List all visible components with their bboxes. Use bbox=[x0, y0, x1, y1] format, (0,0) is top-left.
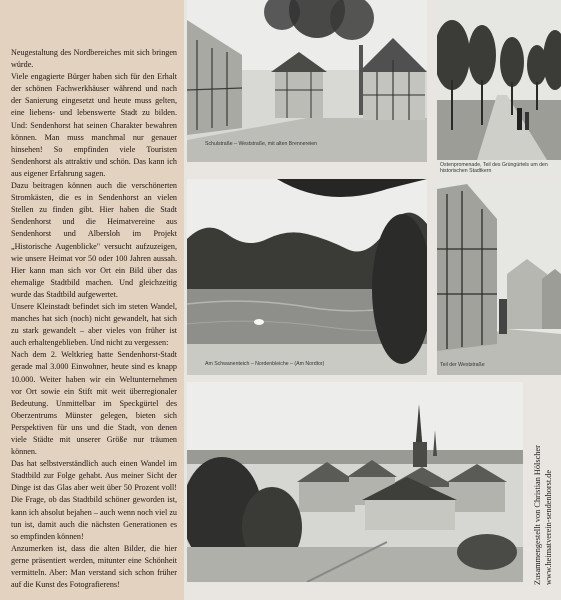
paragraph: Anzumerken ist, dass die alten Bilder, die hier gerne präsentiert werden, mitunter eine Schönheit vermitteln. Aber: Man verstand sich schon früher auf die Kunst des Fotografierens! bbox=[11, 543, 177, 590]
photo-weststrasse bbox=[437, 179, 561, 375]
paragraph: Das hat selbstverständlich auch einen Wandel im Stadtbild zur Folge gehabt. Aus meiner Sicht der Dinge ist das Glas aber weit über 50 Prozent voll! Die Frage, ob das Stadtbild schöner geworden ist, kann ich absolut bejahen – auch wenn noch viel zu tun ist, damit auch die nächsten Generationen es so empfinden können! bbox=[11, 459, 177, 541]
paragraph: Nach dem 2. Weltkrieg hatte Sendenhorst-Stadt gerade mal 3.000 Einwohner, heute sind es knapp 10.000. Weiter haben wir ein Weltunternehmen vor Ort sowie ein Stift mit weit überregionaler Bedeutung. Unmittelbar im Speckgürtel des Oberzentrums Münster gelegen, bieten sich Perspektiven für uns und die Stadt, von denen viele Städte mit unserer Größe nur träumen können. bbox=[11, 350, 177, 457]
photo-weststrasse-image bbox=[437, 179, 561, 375]
photo-ostenpromenade bbox=[437, 0, 561, 175]
photo-schwanenteich-caption: Am Schwanenteich – Nordenbleiche – (Am Nordtor) bbox=[205, 361, 325, 367]
photo-weststrasse-caption: Teil der Weststraße bbox=[440, 362, 485, 368]
photo-schwanenteich-image bbox=[187, 179, 427, 375]
credit-author: Zusammengestellt von Christian Hölscher bbox=[533, 445, 542, 585]
photo-panorama-image bbox=[187, 382, 523, 582]
photo-schulstrasse-caption: Schulstraße – Weststraße, mit alten Brennereien bbox=[205, 141, 318, 147]
photo-ostenpromenade-image bbox=[437, 0, 561, 175]
photo-schulstrasse bbox=[187, 0, 427, 162]
paragraph: Neugestaltung des Nordbereiches mit sich bringen würde. bbox=[11, 48, 177, 70]
photo-panorama bbox=[187, 382, 523, 582]
photo-credit bbox=[533, 355, 554, 585]
photo-schwanenteich bbox=[187, 179, 427, 375]
paragraph: Dazu beitragen können auch die verschönerten Stromkästen, die es in Sendenhorst an vielen Stellen zu finden gibt. Hier haben die Stadt Sendenhorst und die Heimatvereine aus Sendenhorst und Albersloh im Projekt „Historische Augenblicke" versucht aufzuzeigen, wie unsere Heimat vor 50 oder 100 Jahren aussah. Hier kann man sich vor Ort ein Bild über das ehemalige Stadtbild machen. Und gleichzeitig wurde das Stadtbild aufgewertet. bbox=[11, 181, 177, 299]
text-panel bbox=[0, 0, 184, 600]
photo-schulstrasse-image bbox=[187, 0, 427, 162]
credit-website: www.heimatverein-sendenhorst.de bbox=[543, 469, 553, 585]
photo-ostenpromenade-caption: Ostenpromenade, Teil des Grüngürtels um den historischen Stadtkern bbox=[440, 162, 548, 174]
paragraph: Viele engagierte Bürger haben sich für den Erhalt der schönen Fachwerkhäuser während und nach der Sanierung eingesetzt und heute muss gelten, eine liebens- und lebenswerte Stadt zu bilden. Und: Sendenhorst hat seinen Charakter bewahren können. Man muss manchmal nur genauer hinsehen! So empfinden viele Touristen Sendenhorst als attraktiv und schön. Das kann ich aus eigener Erfahrung sagen. bbox=[11, 72, 177, 178]
article-text bbox=[11, 47, 177, 591]
paragraph: Unsere Kleinstadt befindet sich im steten Wandel, manches hat sich (noch) nicht gewandelt, hat sich zu stark gewandelt – aber vieles von früher ist auch erhaltengeblieben. Und nicht zu vergessen: bbox=[11, 301, 177, 348]
